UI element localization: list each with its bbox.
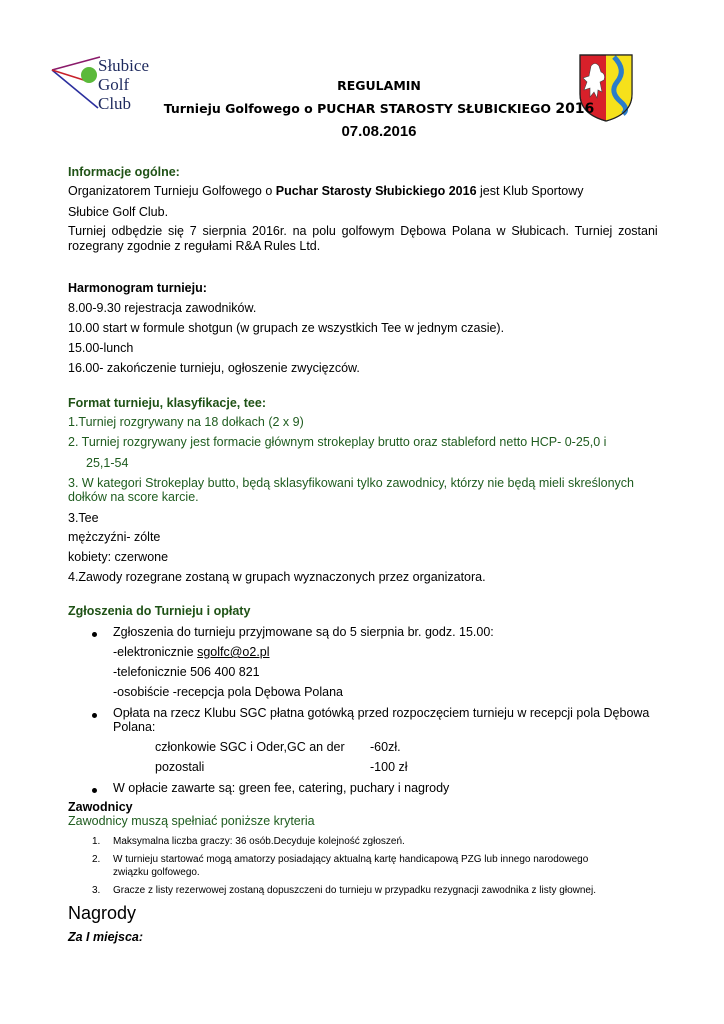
logo-text-golf: Golf (98, 75, 130, 94)
email-link[interactable]: sgolfc@o2.pl (197, 645, 270, 659)
players-item-num: 3. (92, 885, 101, 896)
entries-personal: -osobiście -recepcja pola Dębowa Polana (113, 685, 343, 699)
format-tee-women: kobiety: czerwone (68, 550, 169, 564)
entries-heading: Zgłoszenia do Turnieju i opłaty (68, 604, 251, 618)
schedule-item: 15.00-lunch (68, 341, 134, 355)
entries-email-prefix: -elektronicznie (113, 645, 198, 659)
format-tee: 3.Tee (68, 511, 99, 525)
format-heading: Format turnieju, klasyfikacje, tee: (68, 396, 266, 410)
schedule-item: 10.00 start w formule shotgun (w grupach ze wszystkich Tee w jednym czasie). (68, 321, 505, 335)
schedule-heading: Harmonogram turnieju: (68, 281, 207, 295)
format-line-3: 3. W kategori Strokeplay butto, będą sklasyfikowani tylko zawodnicy, którzy nie będą mieli skreślonych (68, 476, 634, 490)
players-heading: Zawodnicy (68, 800, 133, 814)
info-p1-suffix: jest Klub Sportowy (476, 184, 584, 198)
players-item: Gracze z listy rezerwowej zostaną dopuszczeni do turnieju w przypadku rezygnacji zawodnika z listy głownej. (113, 885, 596, 896)
entries-email-line (113, 645, 270, 660)
fee-members-value: -60zł. (370, 740, 401, 754)
bullet-icon (92, 713, 97, 718)
info-p1-bold: Puchar Starosty Słubickiego 2016 (275, 184, 477, 198)
document-subtitle (130, 101, 628, 117)
fee-others-value: -100 zł (370, 760, 408, 774)
subtitle-text: Turnieju Golfowego o PUCHAR STAROSTY SŁUBICKIEGO (163, 101, 556, 116)
document-date: 07.08.2016 (341, 123, 417, 140)
players-item-num: 1. (92, 836, 101, 847)
info-paragraph-1-line2: Słubice Golf Club. (68, 205, 169, 219)
format-groups: 4.Zawody rozegrane zostaną w grupach wyznaczonych przez organizatora. (68, 570, 486, 584)
info-paragraph-1 (68, 184, 584, 199)
logo-text-club: Club (98, 94, 132, 113)
info-paragraph-2-line2: rozegrany zgodnie z regułami R&A Rules Ltd. (68, 239, 321, 253)
schedule-item: 8.00-9.30 rejestracja zawodników. (68, 301, 257, 315)
bullet-icon (92, 632, 97, 637)
prizes-heading: Nagrody (68, 903, 137, 923)
players-item-num: 2. (92, 854, 101, 865)
logo-text-slubice: Słubice (98, 56, 149, 75)
fee-others-label: pozostali (155, 760, 205, 774)
format-line-2: 2. Turniej rozgrywany jest formacie głównym strokeplay brutto oraz stableford netto HCP- 0-25,0 i (68, 435, 607, 449)
entries-bullet-2: Opłata na rzecz Klubu SGC płatna gotówką przed rozpoczęciem turnieju w recepcji pola Dębowa (113, 706, 650, 720)
players-item: W turnieju startować mogą amatorzy posiadający aktualną kartę handicapową PZG lub innego narodowego (113, 854, 589, 865)
entries-phone: -telefonicznie 506 400 821 (113, 665, 260, 679)
prizes-subheading: Za I miejsca: (68, 930, 144, 944)
info-p1-prefix: Organizatorem Turnieju Golfowego o (68, 184, 276, 198)
info-heading: Informacje ogólne: (68, 165, 180, 179)
format-line-2b: 25,1-54 (86, 456, 129, 470)
format-line-3b: dołków na score karcie. (68, 490, 199, 504)
schedule-item: 16.00- zakończenie turnieju, ogłoszenie zwycięzców. (68, 361, 360, 375)
subtitle-year: 2016 (555, 101, 595, 117)
players-intro: Zawodnicy muszą spełniać poniższe kryteria (68, 814, 315, 828)
players-item-line2: związku golfowego. (113, 867, 200, 878)
bullet-icon (92, 788, 97, 793)
entries-bullet-3: W opłacie zawarte są: green fee, catering, puchary i nagrody (113, 781, 450, 795)
fee-members-label: członkowie SGC i Oder,GC an der (155, 740, 345, 754)
entries-bullet-1: Zgłoszenia do turnieju przyjmowane są do 5 sierpnia br. godz. 15.00: (113, 625, 494, 639)
players-item: Maksymalna liczba graczy: 36 osób.Decyduje kolejność zgłoszeń. (113, 836, 405, 847)
format-tee-men: mężczyźni- zólte (68, 530, 161, 544)
format-line-1: 1.Turniej rozgrywany na 18 dołkach (2 x 9) (68, 415, 304, 429)
document-title: REGULAMIN (337, 78, 421, 93)
entries-bullet-2b: Polana: (113, 720, 156, 734)
info-paragraph-2: Turniej odbędzie się 7 sierpnia 2016r. na polu golfowym Dębowa Polana w Słubicach. Turniej zostani (68, 224, 658, 238)
